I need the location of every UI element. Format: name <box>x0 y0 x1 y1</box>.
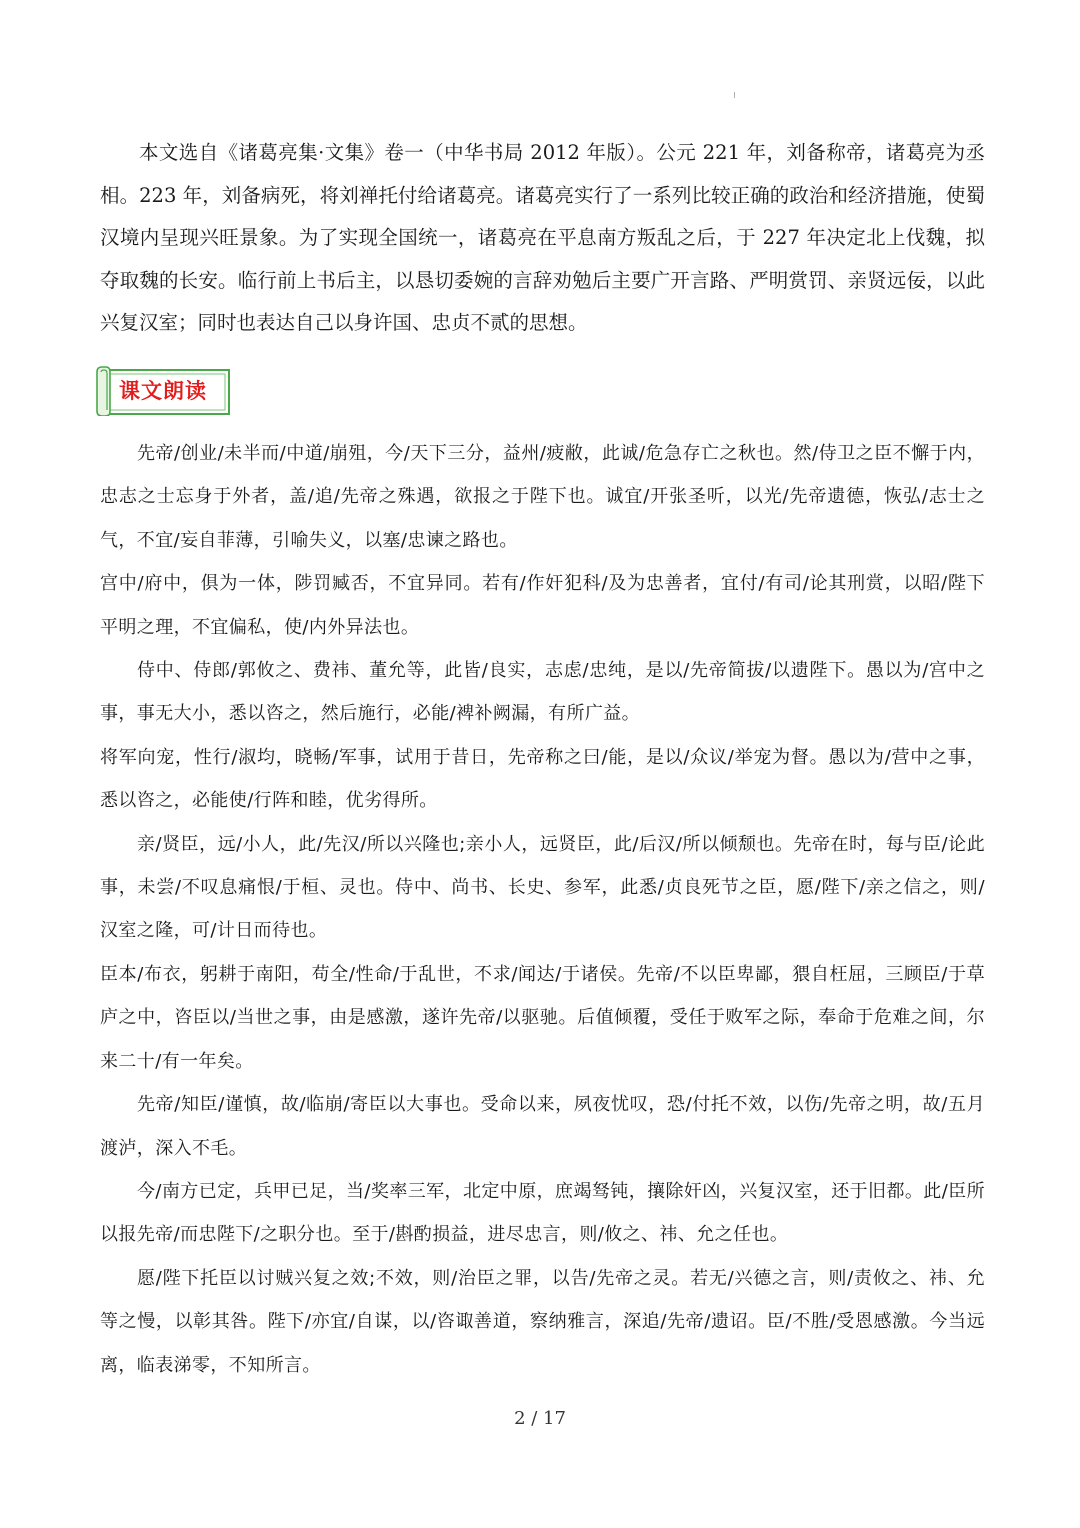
text-paragraph: 愿/陛下托臣以讨贼兴复之效;不效，则/治臣之罪，以告/先帝之灵。若无/兴德之言，则/责攸之、祎、允等之慢，以彰其咎。陛下/亦宜/自谋，以/咨诹善道，察纳雅言，深追/先帝/遗诏。臣/不胜/受恩感激。今当远离，临表涕零，不知所言。 <box>100 1267 985 1376</box>
section-banner <box>94 366 232 416</box>
intro-section <box>100 132 985 345</box>
section-title: 课文朗读 <box>119 379 207 403</box>
text-paragraph: 先帝/创业/未半而/中道/崩殂，今/天下三分，益州/疲敝，此诚/危急存亡之秋也。然/侍卫之臣不懈于内，忠志之士忘身于外者，盖/追/先帝之殊遇，欲报之于陛下也。诚宜/开张圣听，以光/先帝遗德，恢弘/志士之气，不宜/妄自菲薄，引喻失义，以塞/忠谏之路也。 <box>100 443 985 551</box>
text-paragraph: 臣本/布衣，躬耕于南阳，苟全/性命/于乱世，不求/闻达/于诸侯。先帝/不以臣卑鄙，猥自枉屈，三顾臣/于草庐之中，咨臣以/当世之事，由是感激，遂许先帝/以驱驰。后值倾覆，受任于败军之际，奉命于危难之间，尔来二十/有一年矣。 <box>100 963 985 1072</box>
text-paragraph: 将军向宠，性行/淑均，晓畅/军事，试用于昔日，先帝称之曰/能，是以/众议/举宠为督。愚以为/营中之事，悉以咨之，必能使/行阵和睦，优劣得所。 <box>100 746 985 812</box>
text-paragraph: 侍中、侍郎/郭攸之、费祎、董允等，此皆/良实，志虑/忠纯，是以/先帝简拔/以遗陛下。愚以为/宫中之事，事无大小，悉以咨之，然后施行，必能/裨补阙漏，有所广益。 <box>100 660 985 725</box>
text-paragraph: 宫中/府中，俱为一体，陟罚臧否，不宜异同。若有/作奸犯科/及为忠善者，宜付/有司/论其刑赏，以昭/陛下平明之理，不宜偏私，使/内外异法也。 <box>100 573 985 638</box>
scan-mark <box>734 92 735 98</box>
reading-text <box>100 432 985 1387</box>
text-paragraph: 先帝/知臣/谨慎，故/临崩/寄臣以大事也。受命以来，夙夜忧叹，恐/付托不效，以伤/先帝之明，故/五月渡泸，深入不毛。 <box>100 1094 985 1159</box>
text-paragraph: 今/南方已定，兵甲已足，当/奖率三军，北定中原，庶竭驽钝，攘除奸凶，兴复汉室，还于旧都。此/臣所以报先帝/而忠陛下/之职分也。至于/斟酌损益，进尽忠言，则/攸之、祎、允之任也。 <box>100 1180 985 1246</box>
text-paragraph: 亲/贤臣，远/小人，此/先汉/所以兴隆也;亲小人，远贤臣，此/后汉/所以倾颓也。先帝在时，每与臣/论此事，未尝/不叹息痛恨/于桓、灵也。侍中、尚书、长史、参军，此悉/贞良死节之臣，愿/陛下/亲之信之，则/汉室之隆，可/计日而待也。 <box>100 833 985 942</box>
intro-paragraph: 本文选自《诸葛亮集·文集》卷一（中华书局 2012 年版）。公元 221 年，刘备称帝，诸葛亮为丞相。223 年，刘备病死，将刘禅托付给诸葛亮。诸葛亮实行了一系列比较正确的政治和经济措施，使蜀汉境内呈现兴旺景象。为了实现全国统一，诸葛亮在平息南方叛乱之后，于 227 年决定北上伐魏，拟夺取魏的长安。临行前上书后主，以恳切委婉的言辞劝勉后主要广开言路、严明赏罚、亲贤远佞，以此兴复汉室；同时也表达自己以身许国、忠贞不贰的思想。 <box>100 141 985 334</box>
page-number: 2 / 17 <box>514 1408 566 1429</box>
